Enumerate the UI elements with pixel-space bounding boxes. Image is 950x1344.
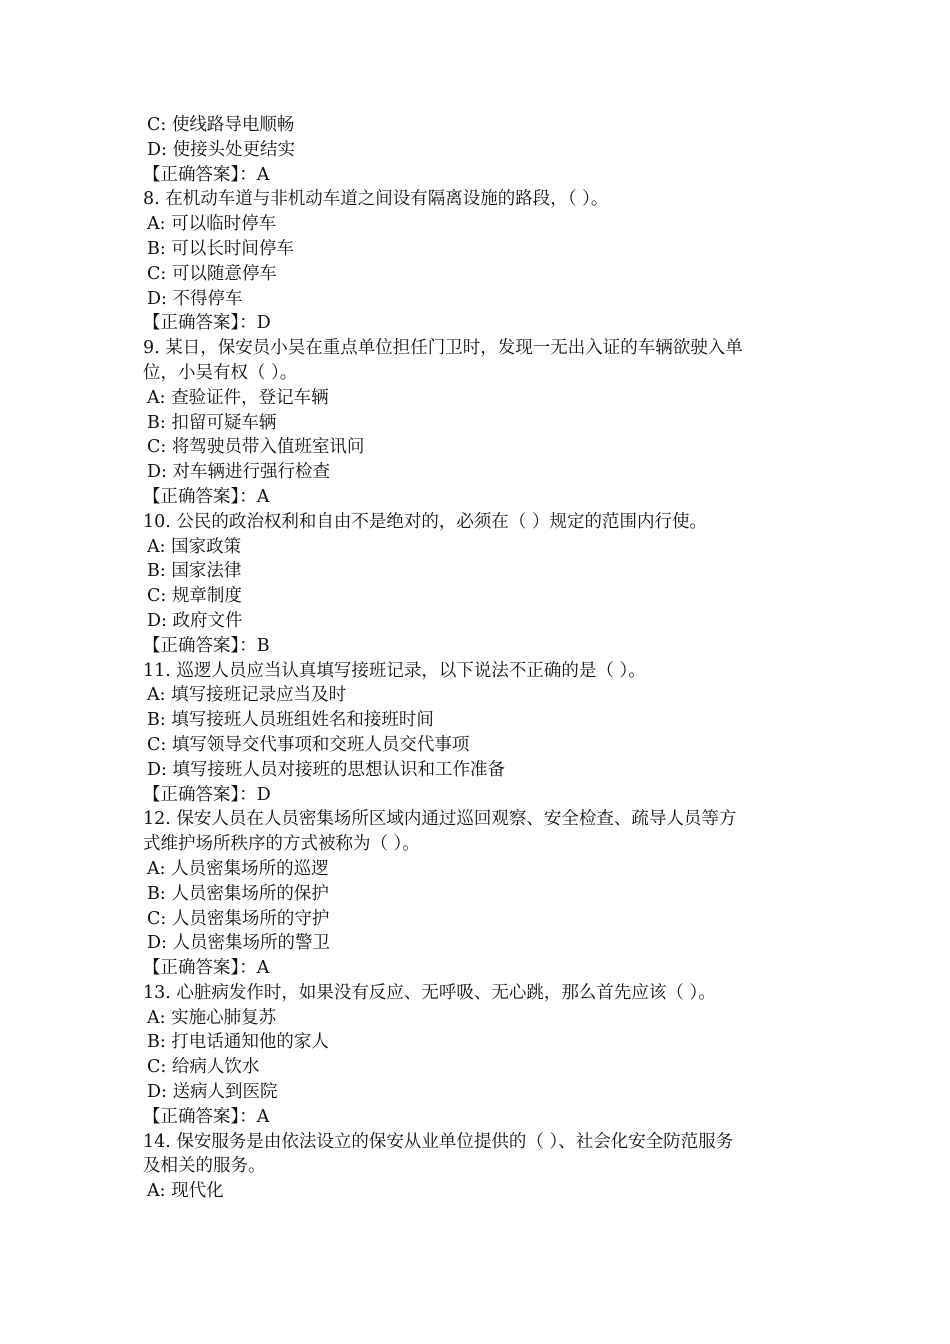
option-line: B: 国家法律 [147, 561, 242, 582]
option-line: A: 查验证件，登记车辆 [147, 387, 329, 408]
question-line: 8. 在机动车道与非机动车道之间设有隔离设施的路段，（ ）。 [143, 189, 609, 210]
option-line: C: 规章制度 [147, 586, 242, 607]
question-line: 13. 心脏病发作时，如果没有反应、无呼吸、无心跳，那么首先应该（ ）。 [143, 982, 716, 1003]
option-line: D: 使接头处更结实 [147, 139, 295, 160]
option-line: B: 填写接班人员班组姓名和接班时间 [147, 710, 434, 731]
option-line: D: 对车辆进行强行检查 [147, 462, 330, 483]
option-line: C: 填写领导交代事项和交班人员交代事项 [147, 734, 470, 755]
option-line: A: 现代化 [147, 1181, 224, 1202]
option-line: C: 给病人饮水 [147, 1057, 260, 1078]
exam-content [143, 113, 823, 1204]
question-line: 12. 保安人员在人员密集场所区域内通过巡回观察、安全检查、疏导人员等方 [143, 809, 737, 830]
option-line: D: 政府文件 [147, 610, 243, 631]
question-line: 11. 巡逻人员应当认真填写接班记录，以下说法不正确的是（ ）。 [143, 660, 646, 681]
option-line: B: 打电话通知他的家人 [147, 1032, 329, 1053]
question-line: 14. 保安服务是由依法设立的保安从业单位提供的（ ）、社会化安全防范服务 [143, 1131, 734, 1152]
answer-line: 【正确答案】：A [143, 164, 270, 185]
answer-line: 【正确答案】：B [143, 635, 270, 656]
option-line: C: 使线路导电顺畅 [147, 115, 295, 135]
answer-line: 【正确答案】：A [143, 1106, 270, 1127]
option-line: B: 人员密集场所的保护 [147, 883, 329, 904]
option-line: A: 国家政策 [147, 536, 242, 557]
question-line: 及相关的服务。 [143, 1156, 266, 1177]
answer-line: 【正确答案】：A [143, 958, 270, 979]
option-line: C: 将驾驶员带入值班室讯问 [147, 437, 365, 458]
question-line: 9. 某日，保安员小吴在重点单位担任门卫时，发现一无出入证的车辆欲驶入单 [143, 338, 743, 359]
option-line: D: 填写接班人员对接班的思想认识和工作准备 [147, 759, 505, 780]
option-line: D: 送病人到医院 [147, 1082, 278, 1103]
option-line: C: 人员密集场所的守护 [147, 908, 330, 929]
question-line: 10. 公民的政治权利和自由不是绝对的，必须在（ ）规定的范围内行使。 [143, 511, 707, 532]
question-line: 位，小吴有权（ ）。 [143, 362, 298, 383]
answer-line: 【正确答案】：D [143, 784, 271, 805]
answer-line: 【正确答案】：A [143, 486, 270, 507]
option-line: A: 人员密集场所的巡逻 [147, 858, 329, 879]
option-line: A: 实施心肺复苏 [147, 1007, 277, 1028]
option-line: A: 填写接班记录应当及时 [147, 685, 347, 706]
option-line: C: 可以随意停车 [147, 263, 277, 284]
option-line: D: 人员密集场所的警卫 [147, 933, 330, 954]
option-line: B: 扣留可疑车辆 [147, 412, 277, 433]
answer-line: 【正确答案】：D [143, 313, 271, 334]
option-line: D: 不得停车 [147, 288, 243, 309]
option-line: B: 可以长时间停车 [147, 238, 294, 259]
question-line: 式维护场所秩序的方式被称为（ ）。 [143, 834, 420, 855]
option-line: A: 可以临时停车 [147, 214, 277, 235]
